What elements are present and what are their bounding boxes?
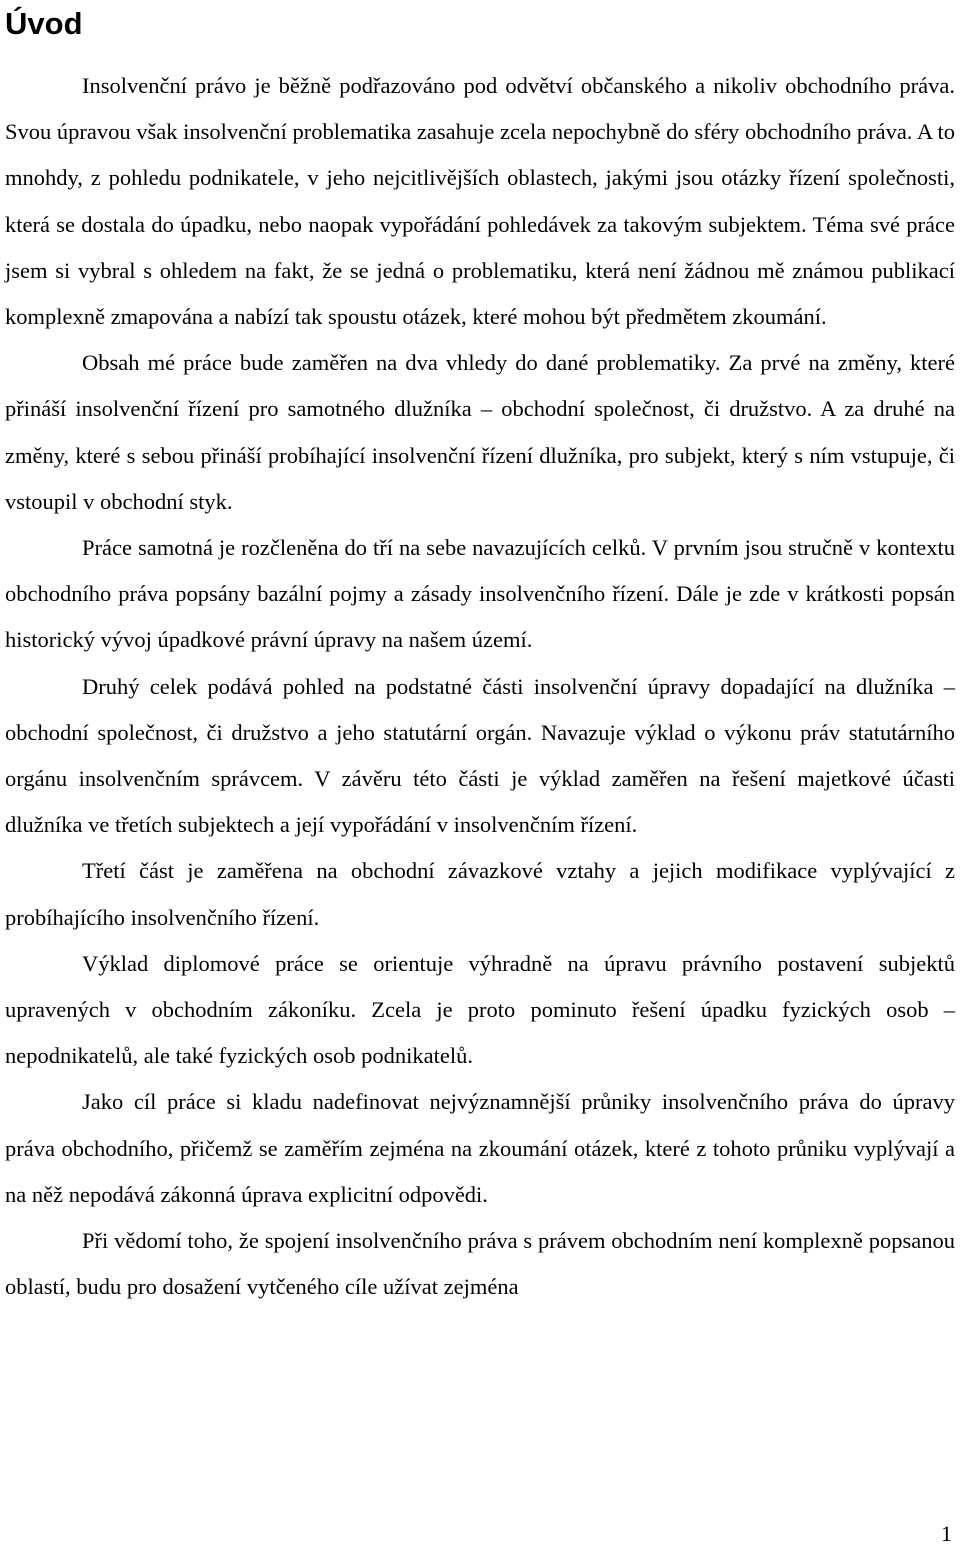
page-number: 1 bbox=[941, 1521, 952, 1546]
paragraph: Insolvenční právo je běžně podřazováno pod odvětví občanského a nikoliv obchodního práva. Svou úpravou však insolvenční problematika zasahuje zcela nepochybně do sféry obchodního práva. A to mnohdy, z pohledu podnikatele, v jeho nejcitlivějších oblastech, jakými jsou otázky řízení společnosti, která se dostala do úpadku, nebo naopak vypořádání pohledávek za takovým subjektem. Téma své práce jsem si vybral s ohledem na fakt, že se jedná o problematiku, která není žádnou mě známou publikací komplexně zmapována a nabízí tak spoustu otázek, které mohou být předmětem zkoumání. bbox=[5, 73, 955, 330]
paragraph: Třetí část je zaměřena na obchodní závazkové vztahy a jejich modifikace vyplývající z probíhajícího insolvenčního řízení. bbox=[5, 858, 955, 930]
paragraph: Výklad diplomové práce se orientuje výhradně na úpravu právního postavení subjektů upravených v obchodním zákoníku. Zcela je proto pominuto řešení úpadku fyzických osob – nepodnikatelů, ale také fyzických osob podnikatelů. bbox=[5, 950, 955, 1069]
paragraph: Při vědomí toho, že spojení insolvenčního práva s právem obchodním není komplexně popsanou oblastí, budu pro dosažení vytčeného cíle užívat zejména bbox=[5, 1228, 955, 1300]
paragraph: Práce samotná je rozčleněna do tří na sebe navazujících celků. V prvním jsou stručně v kontextu obchodního práva popsány bazální pojmy a zásady insolvenčního řízení. Dále je zde v krátkosti popsán historický vývoj úpadkové právní úpravy na našem území. bbox=[5, 535, 955, 653]
paragraph: Jako cíl práce si kladu nadefinovat nejvýznamnější průniky insolvenčního práva do úpravy práva obchodního, přičemž se zaměřím zejména na zkoumání otázek, které z tohoto průniku vyplývají a na něž nepodává zákonná úprava explicitní odpovědi. bbox=[5, 1089, 955, 1207]
section-heading: Úvod bbox=[5, 6, 83, 41]
paragraph: Druhý celek podává pohled na podstatné části insolvenční úpravy dopadající na dlužníka – obchodní společnost, či družstvo a jeho statutární orgán. Navazuje výklad o výkonu práv statutárního orgánu insolvenčním správcem. V závěru této části je výklad zaměřen na řešení majetkové účasti dlužníka ve třetích subjektech a její vypořádání v insolvenčním řízení. bbox=[5, 673, 955, 838]
paragraph: Obsah mé práce bude zaměřen na dva vhledy do dané problematiky. Za prvé na změny, které přináší insolvenční řízení pro samotného dlužníka – obchodní společnost, či družstvo. A za druhé na změny, které s sebou přináší probíhající insolvenční řízení dlužníka, pro subjekt, který s ním vstupuje, či vstoupil v obchodní styk. bbox=[5, 350, 955, 514]
body-text bbox=[5, 63, 955, 1310]
